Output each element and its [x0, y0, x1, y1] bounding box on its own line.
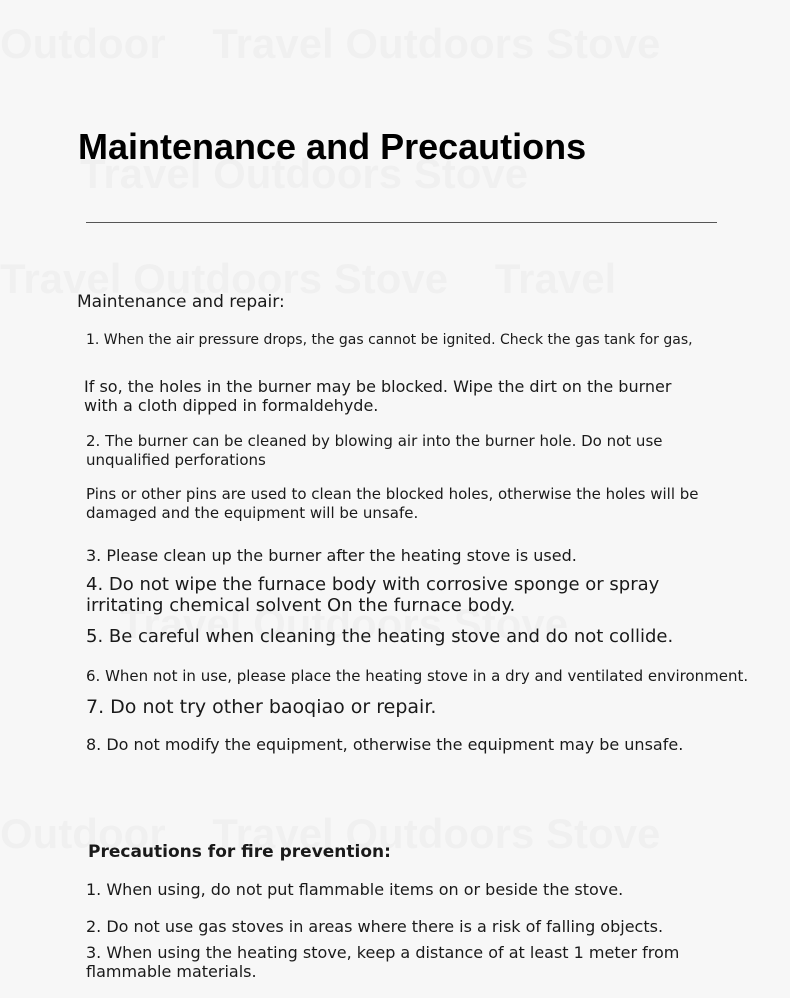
maintenance-item-4: 4. Do not wipe the furnace body with corrosive sponge or spray irritating chemical solvent On the furnace body.	[86, 574, 660, 616]
maintenance-item-1: 1. When the air pressure drops, the gas cannot be ignited. Check the gas tank for gas,	[86, 332, 693, 348]
maintenance-item-8: 8. Do not modify the equipment, otherwise the equipment may be unsafe.	[86, 735, 684, 754]
page-title: Maintenance and Precautions	[78, 126, 587, 167]
maintenance-item-1-continued: If so, the holes in the burner may be blocked. Wipe the dirt on the burner with a cloth dipped in formaldehyde.	[84, 377, 672, 415]
fire-item-3: 3. When using the heating stove, keep a distance of at least 1 meter from flammable materials.	[86, 943, 680, 981]
maintenance-heading: Maintenance and repair:	[77, 292, 285, 312]
maintenance-item-3: 3. Please clean up the burner after the heating stove is used.	[86, 546, 577, 565]
fire-item-2: 2. Do not use gas stoves in areas where there is a risk of falling objects.	[86, 917, 664, 936]
maintenance-item-2: 2. The burner can be cleaned by blowing air into the burner hole. Do not use unqualified perforations	[86, 432, 663, 469]
title-divider	[86, 222, 717, 223]
maintenance-item-5: 5. Be careful when cleaning the heating stove and do not collide.	[86, 626, 674, 647]
maintenance-item-7: 7. Do not try other baoqiao or repair.	[86, 696, 437, 718]
fire-prevention-heading: Precautions for fire prevention:	[88, 842, 391, 862]
maintenance-item-2-continued: Pins or other pins are used to clean the blocked holes, otherwise the holes will be damaged and the equipment will be unsafe.	[86, 485, 699, 522]
fire-item-1: 1. When using, do not put flammable items on or beside the stove.	[86, 880, 624, 899]
maintenance-item-6: 6. When not in use, please place the heating stove in a dry and ventilated environment.	[86, 667, 749, 685]
